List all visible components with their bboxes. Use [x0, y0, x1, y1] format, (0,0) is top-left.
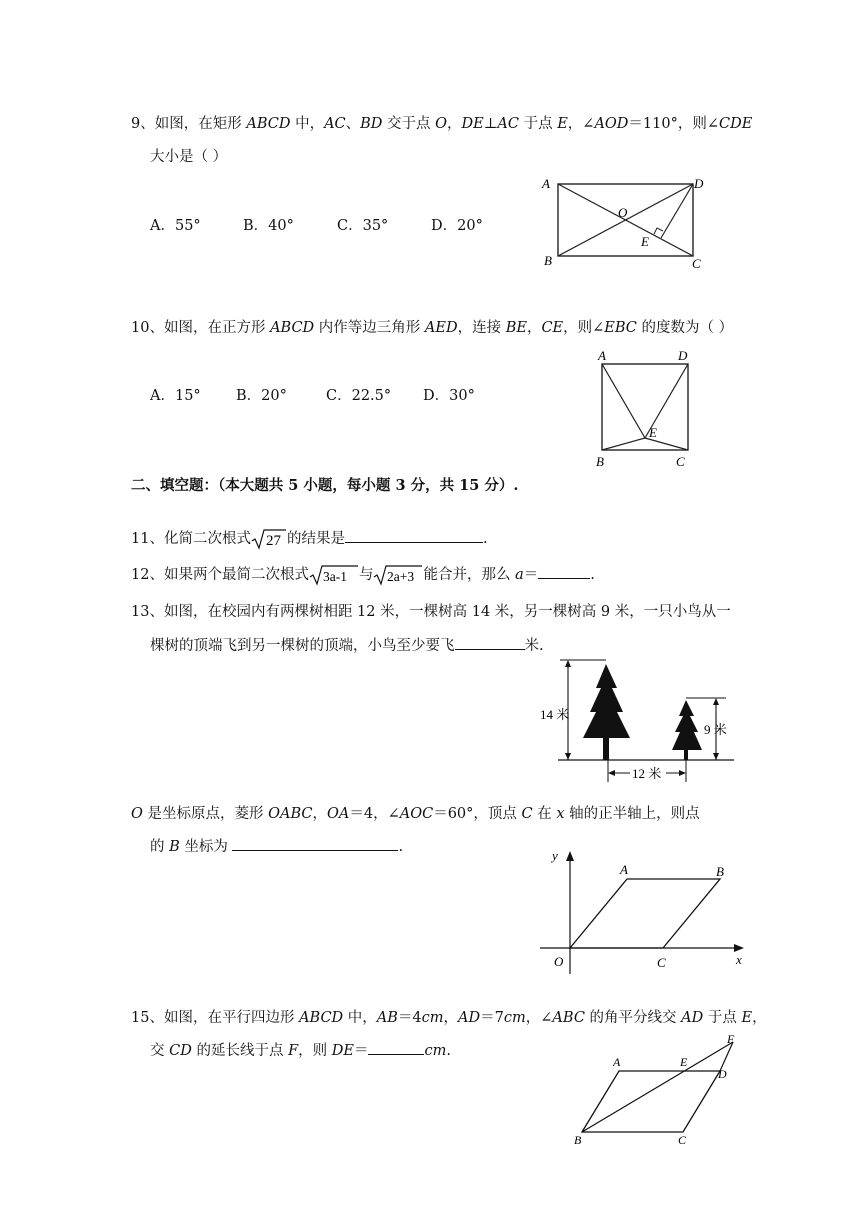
q9-line1: 9、如图，在矩形 ABCD 中，AC、BD 交于点 O，DE⊥AC 于点 E，∠AOD＝110°，则∠CDE: [131, 116, 753, 132]
q10-option-b[interactable]: B．20°: [236, 388, 287, 404]
q9-line2: 大小是（ ）: [150, 149, 228, 165]
q10-square-figure: [590, 346, 702, 472]
q9-option-b[interactable]: B．40°: [243, 218, 294, 234]
q10-option-a[interactable]: A．15°: [150, 388, 201, 404]
q15-label-a: A: [613, 1055, 621, 1069]
q10-label-e: E: [649, 425, 657, 440]
q11-answer-blank[interactable]: [345, 528, 483, 544]
q10-option-d[interactable]: D．30°: [423, 388, 475, 404]
q14-line2: 的 B 坐标为 .: [150, 835, 403, 856]
q15-label-f: F: [727, 1032, 735, 1046]
q12-radical-2: [373, 564, 423, 586]
svg-text:27: 27: [265, 533, 281, 549]
q10-option-c[interactable]: C．22.5°: [326, 388, 392, 404]
q15-label-e: E: [680, 1055, 688, 1069]
q14-coordinate-figure: [540, 846, 750, 976]
q14-line1: O 是坐标原点，菱形 OABC，OA＝4，∠AOC＝60°，顶点 C 在 x 轴的正半轴上，则点: [131, 806, 700, 822]
q12-answer-blank[interactable]: [538, 564, 590, 580]
q10-label-d: D: [678, 348, 688, 363]
short-tree-icon: [672, 700, 702, 760]
q14-label-a: A: [620, 862, 628, 877]
tall-tree-icon: [583, 664, 630, 760]
q13-trees-figure: [538, 656, 738, 788]
q13-label-12m: 12 米: [632, 766, 662, 781]
q9-option-d[interactable]: D．20°: [431, 218, 483, 234]
q14-label-b: B: [716, 864, 724, 879]
q9-label-b: B: [544, 253, 552, 268]
q9-option-a[interactable]: A．55°: [150, 218, 201, 234]
q10-label-a: A: [598, 348, 606, 363]
svg-text:2a+3: 2a+3: [387, 569, 415, 584]
q9-label-c: C: [692, 256, 701, 271]
q9-label-e: E: [641, 234, 649, 249]
q15-line2: 交 CD 的延长线于点 F，则 DE＝ cm.: [150, 1039, 451, 1060]
q15-label-d: D: [718, 1067, 727, 1081]
q12-radical-1: [309, 564, 359, 586]
q13-label-9m: 9 米: [704, 722, 727, 737]
q9-rectangle-figure: [538, 170, 713, 272]
q13-label-14m: 14 米: [540, 707, 570, 722]
q9-option-c[interactable]: C．35°: [337, 218, 389, 234]
q15-line1: 15、如图，在平行四边形 ABCD 中，AB＝4cm，AD＝7cm，∠ABC 的角平分线交 AD 于点 E，: [131, 1010, 767, 1026]
q10-line1: 10、如图，在正方形 ABCD 内作等边三角形 AED，连接 BE，CE，则∠EBC 的度数为（ ）: [131, 320, 734, 336]
q13-line1: 13、如图，在校园内有两棵树相距 12 米，一棵树高 14 米，另一棵树高 9 米，一只小鸟从一: [131, 604, 731, 620]
q12-line: 12、如果两个最简二次根式 3a-1 与 2a+3 能合并，那么 a＝ .: [131, 563, 595, 586]
q9-label-d: D: [694, 176, 704, 191]
q10-label-b: B: [596, 454, 604, 469]
q15-label-c: C: [678, 1133, 687, 1147]
q9-label-o: O: [618, 205, 628, 220]
q10-label-c: C: [676, 454, 685, 469]
q14-label-x: x: [736, 952, 742, 967]
q15-answer-blank[interactable]: [368, 1040, 424, 1056]
q14-answer-blank[interactable]: [232, 836, 398, 852]
q14-label-c: C: [657, 955, 666, 970]
q15-label-b: B: [574, 1133, 582, 1147]
q11-radical: [251, 528, 287, 550]
section-2-heading: 二、填空题：（本大题共 5 小题，每小题 3 分，共 15 分）.: [131, 477, 519, 494]
q11-line: 11、化简二次根式 27 的结果是 .: [131, 527, 488, 550]
svg-text:3a-1: 3a-1: [322, 569, 347, 584]
q14-label-o: O: [554, 954, 564, 969]
q14-label-y: y: [552, 848, 558, 863]
q13-answer-blank[interactable]: [455, 635, 525, 651]
q15-parallelogram-figure: [570, 1032, 745, 1148]
q9-label-a: A: [542, 176, 550, 191]
q13-line2: 棵树的顶端飞到另一棵树的顶端，小鸟至少要飞 米.: [150, 634, 544, 655]
